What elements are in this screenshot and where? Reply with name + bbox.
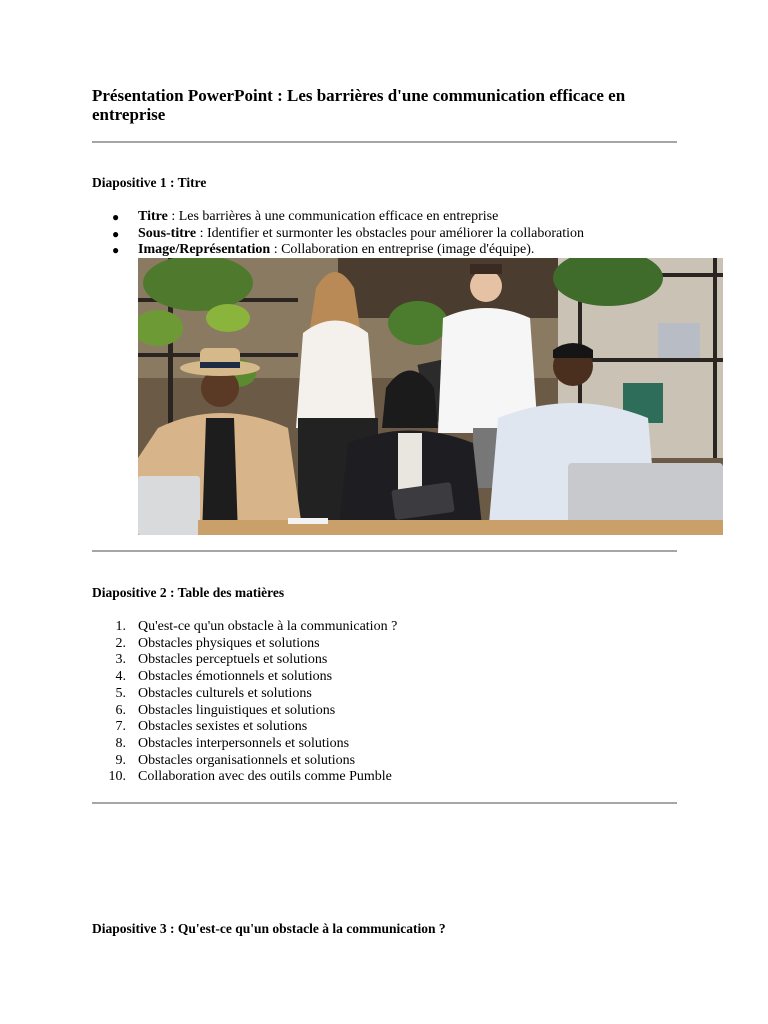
horizontal-rule (92, 141, 677, 143)
toc-item (92, 669, 397, 686)
bullet-text: : Collaboration en entreprise (image d'équipe). (270, 242, 535, 258)
bullet-icon: ● (112, 226, 120, 241)
toc-item-text: Collaboration avec des outils comme Pumble (138, 769, 392, 785)
toc-item (92, 652, 397, 669)
toc-item (92, 753, 397, 770)
bullet-item-image (92, 242, 584, 259)
slide-1-bullet-list (92, 209, 584, 259)
bullet-icon: ● (112, 243, 120, 258)
toc-item (92, 769, 397, 786)
toc-item-number: 9. (115, 752, 126, 768)
horizontal-rule (92, 550, 677, 552)
toc-item-number: 1. (115, 619, 126, 634)
bullet-label: Image/Représentation (138, 242, 271, 258)
bullet-item-sous-titre (92, 226, 584, 243)
document-title: Présentation PowerPoint : Les barrières d'une communication efficace en entreprise (92, 86, 626, 124)
toc-item (92, 703, 397, 720)
bullet-label: Sous-titre (138, 225, 197, 241)
bullet-text: : Les barrières à une communication efficace en entreprise (167, 209, 499, 224)
toc-item-number: 10. (108, 769, 126, 785)
toc-item-number: 5. (115, 685, 126, 701)
toc-item (92, 719, 397, 736)
toc-item-text: Obstacles linguistiques et solutions (138, 702, 336, 718)
toc-item-text: Obstacles émotionnels et solutions (138, 669, 333, 685)
toc-item-text: Obstacles sexistes et solutions (138, 719, 308, 735)
toc-item (92, 636, 397, 653)
horizontal-rule (92, 802, 677, 804)
toc-item-number: 7. (115, 719, 126, 735)
team-collaboration-photo (138, 258, 723, 535)
slide-1-heading: Diapositive 1 : Titre (92, 175, 207, 190)
toc-item-text: Obstacles interpersonnels et solutions (138, 735, 350, 751)
bullet-text: : Identifier et surmonter les obstacles pour améliorer la collaboration (196, 225, 585, 241)
bullet-icon: ● (112, 210, 120, 224)
toc-item (92, 736, 397, 753)
toc-item-number: 2. (115, 635, 126, 651)
toc-item-number: 6. (115, 702, 126, 718)
slide-3-heading: Diapositive 3 : Qu'est-ce qu'un obstacle à la communication ? (92, 921, 446, 936)
toc-item-number: 4. (115, 669, 126, 685)
toc-item-text: Qu'est-ce qu'un obstacle à la communication ? (138, 619, 398, 634)
toc-item-text: Obstacles organisationnels et solutions (138, 752, 356, 768)
toc-item-number: 3. (115, 652, 126, 668)
toc-item-number: 8. (115, 735, 126, 751)
toc-item (92, 686, 397, 703)
toc-item-text: Obstacles perceptuels et solutions (138, 652, 328, 668)
bullet-label: Titre (138, 209, 168, 224)
slide-2-heading: Diapositive 2 : Table des matières (92, 585, 285, 600)
toc-item-text: Obstacles physiques et solutions (138, 635, 320, 651)
toc-item-text: Obstacles culturels et solutions (138, 685, 312, 701)
slide-2-table-of-contents (92, 619, 397, 786)
bullet-item-titre (92, 209, 584, 226)
toc-item (92, 619, 397, 636)
